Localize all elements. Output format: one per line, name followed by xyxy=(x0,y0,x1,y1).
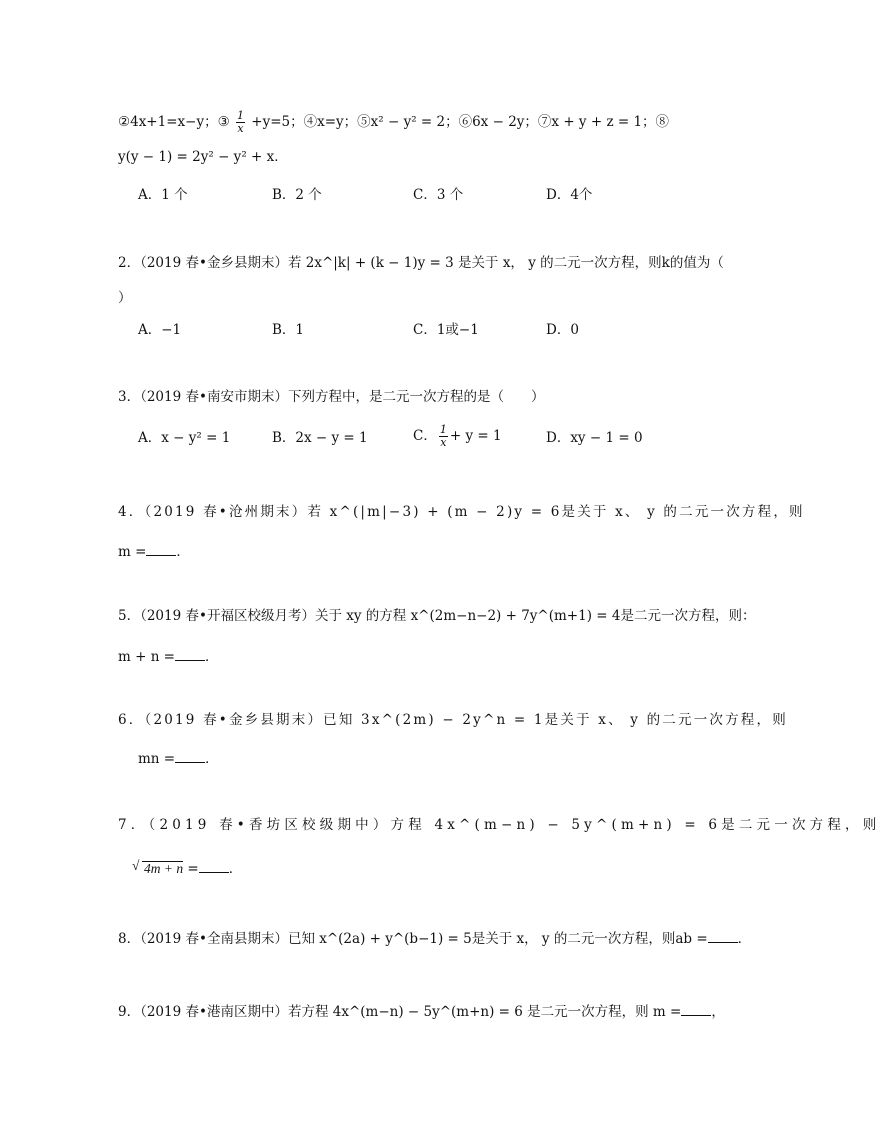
q3-option-c[interactable] xyxy=(413,424,502,449)
q4-line2: m = ． xyxy=(118,544,190,560)
q5-line2: m + n = ． xyxy=(118,649,219,665)
q3-option-b[interactable]: B．2x − y = 1 xyxy=(272,430,368,446)
q1-option-a[interactable]: A．1 个 xyxy=(138,187,188,203)
q2-line2: ） xyxy=(118,290,132,306)
q2-line1: 2．（2019 春•金乡县期末）若 2x^|k| + (k − 1)y = 3 是关于 x， y 的二元一次方程，则k的值为（ xyxy=(118,255,724,271)
q1-line1 xyxy=(118,110,669,135)
q7-radical: √ 4m + n xyxy=(142,861,183,876)
q9-line1-text: 9．（2019 春•港南区期中）若方程 4x^(m−n) − 5y^(m+n) = 6 是二元一次方程，则 m = xyxy=(118,1004,682,1020)
q4-line1: 4．（2019 春•沧州期末）若 x^(|m|−3) + (m − 2)y = 6是关于 x、 y 的二元一次方程，则 xyxy=(118,504,805,520)
q3-option-c-fraction xyxy=(439,424,448,449)
q4-answer-blank[interactable] xyxy=(146,545,176,556)
q9-answer-blank[interactable] xyxy=(681,1005,711,1016)
q1-line1-b: +y=5；④x=y；⑤x² − y² = 2；⑥6x − 2y；⑦x + y + z = 1；⑧ xyxy=(251,114,670,130)
q2-option-d[interactable]: D．0 xyxy=(546,322,579,338)
q2-option-b[interactable]: B．1 xyxy=(272,322,305,338)
q9-line1 xyxy=(118,1005,725,1020)
q3-option-a[interactable]: A．x − y² = 1 xyxy=(138,430,231,446)
q1-frac-den: x xyxy=(237,122,244,135)
q5-line2-text: m + n = xyxy=(118,649,175,665)
q1-option-b[interactable]: B．2 个 xyxy=(272,187,322,203)
q8-answer-blank[interactable] xyxy=(708,932,738,943)
q9-tail: ， xyxy=(711,1004,725,1020)
q6-line1: 6．（2019 春•金乡县期末）已知 3x^(2m) − 2y^n = 1是关于 x、 y 的二元一次方程，则 xyxy=(118,712,788,728)
q2-option-a[interactable]: A．−1 xyxy=(138,322,182,338)
q1-option-c[interactable]: C．3 个 xyxy=(413,187,464,203)
q7-answer-blank[interactable] xyxy=(199,862,229,873)
q7-line1: 7．（2019 春•香坊区校级期中）方程 4x^(m−n) − 5y^(m+n) = 6是二元一次方程，则 xyxy=(118,817,880,833)
q3-option-c-suffix: + y = 1 xyxy=(449,428,502,444)
q6-line2: mn = ． xyxy=(138,751,219,767)
q3-option-c-den: x xyxy=(440,436,447,449)
q3-option-c-prefix: C． xyxy=(413,428,437,444)
q4-line2-text: m = xyxy=(118,544,147,560)
q5-answer-blank[interactable] xyxy=(175,650,205,661)
q3-option-c-num: 1 xyxy=(439,423,447,436)
q6-answer-blank[interactable] xyxy=(175,752,205,763)
q3-option-d[interactable]: D．xy − 1 = 0 xyxy=(546,430,643,446)
q7-equals: = xyxy=(187,861,199,877)
q1-fraction xyxy=(236,110,245,135)
q1-option-d[interactable]: D．4个 xyxy=(546,187,593,203)
q5-line1: 5．（2019 春•开福区校级月考）关于 xy 的方程 x^(2m−n−2) + 7y^(m+1) = 4是二元一次方程，则： xyxy=(118,608,756,624)
q7-line2: √ 4m + n = ． xyxy=(134,861,242,877)
q1-frac-num: 1 xyxy=(236,109,244,122)
q8-line1: 8．（2019 春•全南县期末）已知 x^(2a) + y^(b−1) = 5是关于 x， y 的二元一次方程，则ab = ． xyxy=(118,931,752,947)
q1-line1-a: ②4x+1=x−y；③ xyxy=(118,114,230,130)
q2-option-c[interactable]: C．1或−1 xyxy=(413,322,479,338)
q1-line2: y(y − 1) = 2y² − y² + x． xyxy=(118,149,288,165)
q8-line1-text: 8．（2019 春•全南县期末）已知 x^(2a) + y^(b−1) = 5是关于 x， y 的二元一次方程，则ab = xyxy=(118,931,708,947)
q3-line1: 3．（2019 春•南安市期末）下列方程中，是二元一次方程的是（ ） xyxy=(118,389,545,405)
q6-line2-text: mn = xyxy=(138,751,176,767)
